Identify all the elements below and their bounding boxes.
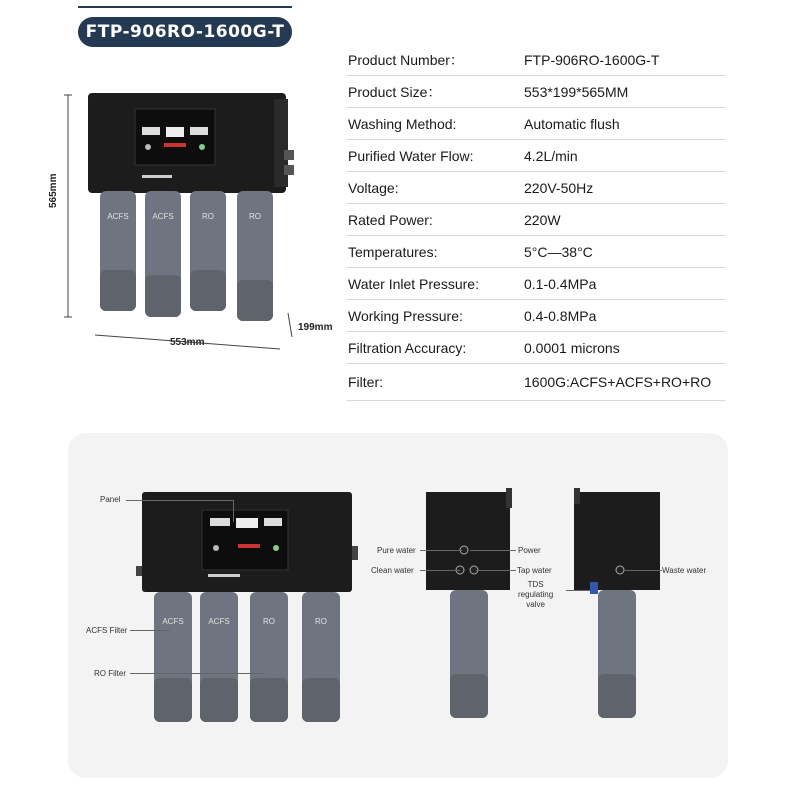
callout-tap-water: Tap water [517,566,552,575]
filter-2 [145,191,181,317]
spec-label: Voltage: [348,179,399,196]
filter-label-4: RO [249,212,261,221]
callout-line [566,590,590,591]
callout-ro-filter: RO Filter [94,669,126,678]
callout-tds-valve: TDS regulating valve [518,580,554,609]
spec-value: 553*199*565MM [524,83,629,100]
callout-line [420,550,462,551]
spec-label: Working Pressure: [348,307,463,324]
spec-row [346,332,726,364]
model-title-badge: FTP-906RO-1600G-T [78,17,292,47]
callout-panel: Panel [100,495,121,504]
filter-1 [100,191,136,311]
callout-line [130,673,265,674]
spec-row [346,140,726,172]
spec-label: Product Number： [348,51,464,68]
product-side-view-right [568,484,668,724]
filter-4 [237,191,273,321]
spec-value: 0.4-0.8MPa [524,307,597,324]
spec-row [346,108,726,140]
detail-filter-label-2: ACFS [208,617,230,626]
spec-row [346,76,726,108]
spec-value: 1600G:ACFS+ACFS+RO+RO [524,374,712,390]
spec-label: Purified Water Flow: [348,147,474,164]
spec-value: 5°C—38°C [524,243,593,260]
spec-row [346,44,726,76]
detail-filter-label-1: ACFS [162,617,184,626]
width-dimension: 553mm [170,337,205,348]
callout-clean-water: Clean water [371,566,414,575]
spec-value: 4.2L/min [524,147,578,164]
spec-row [346,236,726,268]
spec-value: FTP-906RO-1600G-T [524,51,660,68]
product-side-view-left [420,484,520,724]
filter-label-3: RO [202,212,214,221]
spec-row [346,300,726,332]
spec-label: Washing Method: [348,115,457,132]
depth-dimension: 199mm [298,322,333,333]
product-detail-front-view [130,488,365,728]
callout-line [233,500,234,522]
spec-label: Rated Power: [348,211,433,228]
spec-value: 220W [524,211,561,228]
spec-row [346,364,726,401]
callout-line [476,570,516,571]
height-dimension: 565mm [48,173,59,208]
callout-waste-water: Waste water [662,566,707,575]
spec-label: Filtration Accuracy: [348,339,467,356]
spec-value: 0.1-0.4MPa [524,275,597,292]
callout-acfs-filter: ACFS Filter [86,626,128,635]
callout-line [470,550,516,551]
product-front-drawing [60,85,320,365]
detail-filter-label-4: RO [315,617,327,626]
spec-row [346,204,726,236]
callout-line [420,570,460,571]
spec-label: Water Inlet Pressure: [348,275,479,292]
spec-label: Product Size： [348,83,442,100]
spec-label: Temperatures: [348,243,438,260]
filter-label-2: ACFS [152,212,174,221]
filter-label-1: ACFS [107,212,129,221]
spec-value: 220V-50Hz [524,179,594,196]
detail-filter-label-3: RO [263,617,275,626]
spec-row [346,172,726,204]
spec-table [346,44,726,401]
spec-value: Automatic flush [524,115,620,132]
spec-label: Filter: [348,374,383,390]
callout-line [126,500,234,501]
spec-row [346,268,726,300]
callout-power: Power [518,546,541,555]
title-rule [78,6,292,8]
callout-line [624,570,662,571]
callout-line [130,630,170,631]
spec-value: 0.0001 microns [524,339,620,356]
filter-3 [190,191,226,311]
callout-pure-water: Pure water [377,546,416,555]
